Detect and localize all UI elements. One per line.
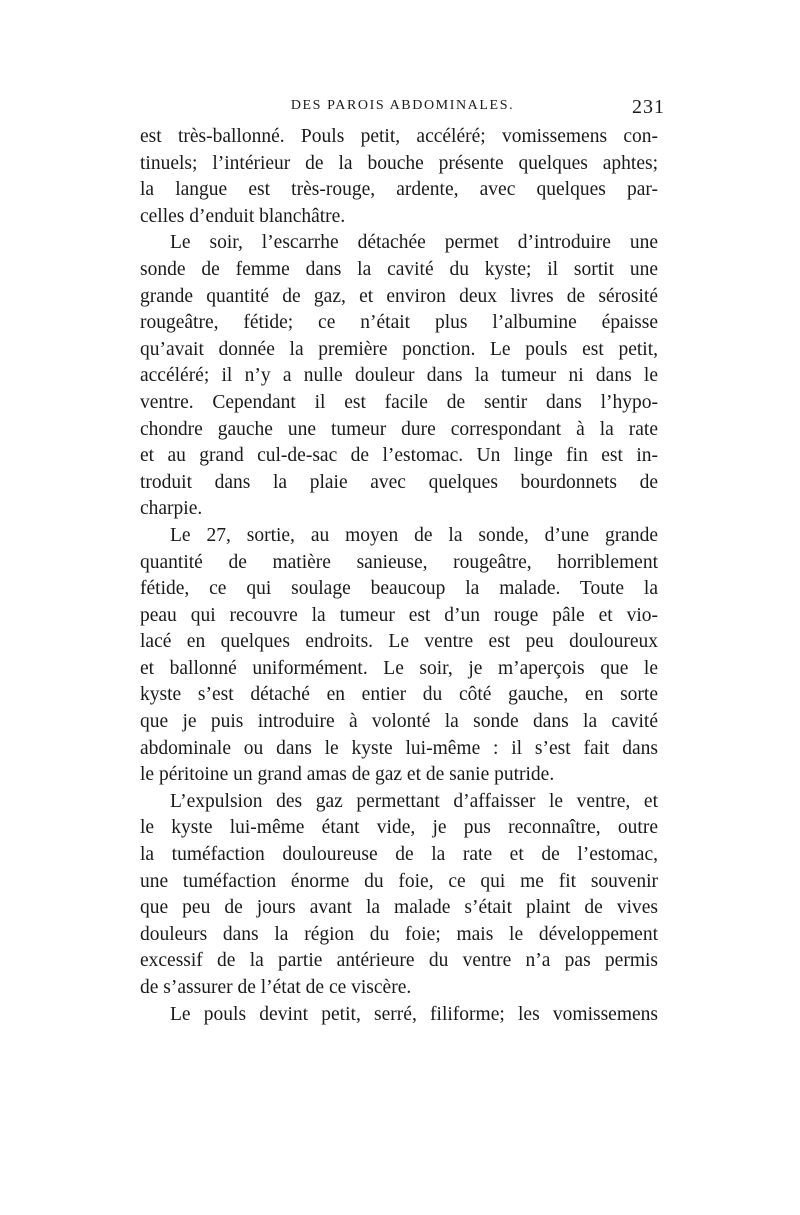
page-number: 231 [632, 96, 665, 118]
text-line: celles d’enduit blanchâtre. [140, 205, 346, 227]
text-line: lacé en quelques endroits. Le ventre est peu douloureux [140, 631, 658, 653]
text-line: rougeâtre, fétide; ce n’était plus l’albumine épaisse [140, 312, 658, 334]
body-text [140, 124, 658, 1028]
text-line: charpie. [140, 498, 203, 520]
text-line: le péritoine un grand amas de gaz et de sanie putride. [140, 764, 555, 786]
text-line: fétide, ce qui soulage beaucoup la malade. Toute la [140, 578, 658, 600]
text-line: et ballonné uniformément. Le soir, je m’aperçois que le [140, 657, 658, 679]
text-line: qu’avait donnée la première ponction. Le pouls est petit, [140, 338, 658, 360]
running-head [140, 98, 665, 122]
text-line: ventre. Cependant il est facile de sentir dans l’hypo- [140, 391, 658, 413]
text-line: tinuels; l’intérieur de la bouche présente quelques aphtes; [140, 152, 658, 174]
text-line: grande quantité de gaz, et environ deux livres de sérosité [140, 285, 658, 307]
text-line: chondre gauche une tumeur dure correspondant à la rate [140, 418, 658, 440]
text-line: Le pouls devint petit, serré, filiforme; les vomissemens [170, 1003, 658, 1025]
text-line: une tuméfaction énorme du foie, ce qui me fit souvenir [140, 870, 658, 892]
text-line: la langue est très-rouge, ardente, avec quelques par- [140, 179, 658, 201]
text-line: et au grand cul-de-sac de l’estomac. Un linge fin est in- [140, 445, 658, 467]
text-line: L’expulsion des gaz permettant d’affaisser le ventre, et [170, 790, 658, 812]
text-line: que peu de jours avant la malade s’était plaint de vives [140, 897, 658, 919]
text-line: quantité de matière sanieuse, rougeâtre, horriblement [140, 551, 658, 573]
text-line: la tuméfaction douloureuse de la rate et de l’estomac, [140, 844, 658, 866]
text-line: sonde de femme dans la cavité du kyste; il sortit une [140, 258, 658, 280]
text-line: kyste s’est détaché en entier du côté gauche, en sorte [140, 684, 658, 706]
text-line: peau qui recouvre la tumeur est d’un rouge pâle et vio- [140, 604, 658, 626]
text-line: Le soir, l’escarrhe détachée permet d’introduire une [170, 232, 658, 254]
text-line: de s’assurer de l’état de ce viscère. [140, 977, 412, 998]
text-line: le kyste lui-même étant vide, je pus reconnaître, outre [140, 817, 658, 839]
text-line: Le 27, sortie, au moyen de la sonde, d’une grande [170, 524, 658, 546]
text-line: abdominale ou dans le kyste lui-même : il s’est fait dans [140, 737, 658, 759]
running-title: DES PAROIS ABDOMINALES. [290, 98, 515, 113]
text-line: accéléré; il n’y a nulle douleur dans la tumeur ni dans le [140, 365, 658, 387]
text-line: troduit dans la plaie avec quelques bourdonnets de [140, 471, 658, 493]
text-line: est très-ballonné. Pouls petit, accéléré; vomissemens con- [140, 126, 658, 147]
text-line: que je puis introduire à volonté la sonde dans la cavité [140, 711, 658, 733]
text-line: excessif de la partie antérieure du ventre n’a pas permis [140, 950, 658, 972]
text-line: douleurs dans la région du foie; mais le développement [140, 923, 658, 945]
